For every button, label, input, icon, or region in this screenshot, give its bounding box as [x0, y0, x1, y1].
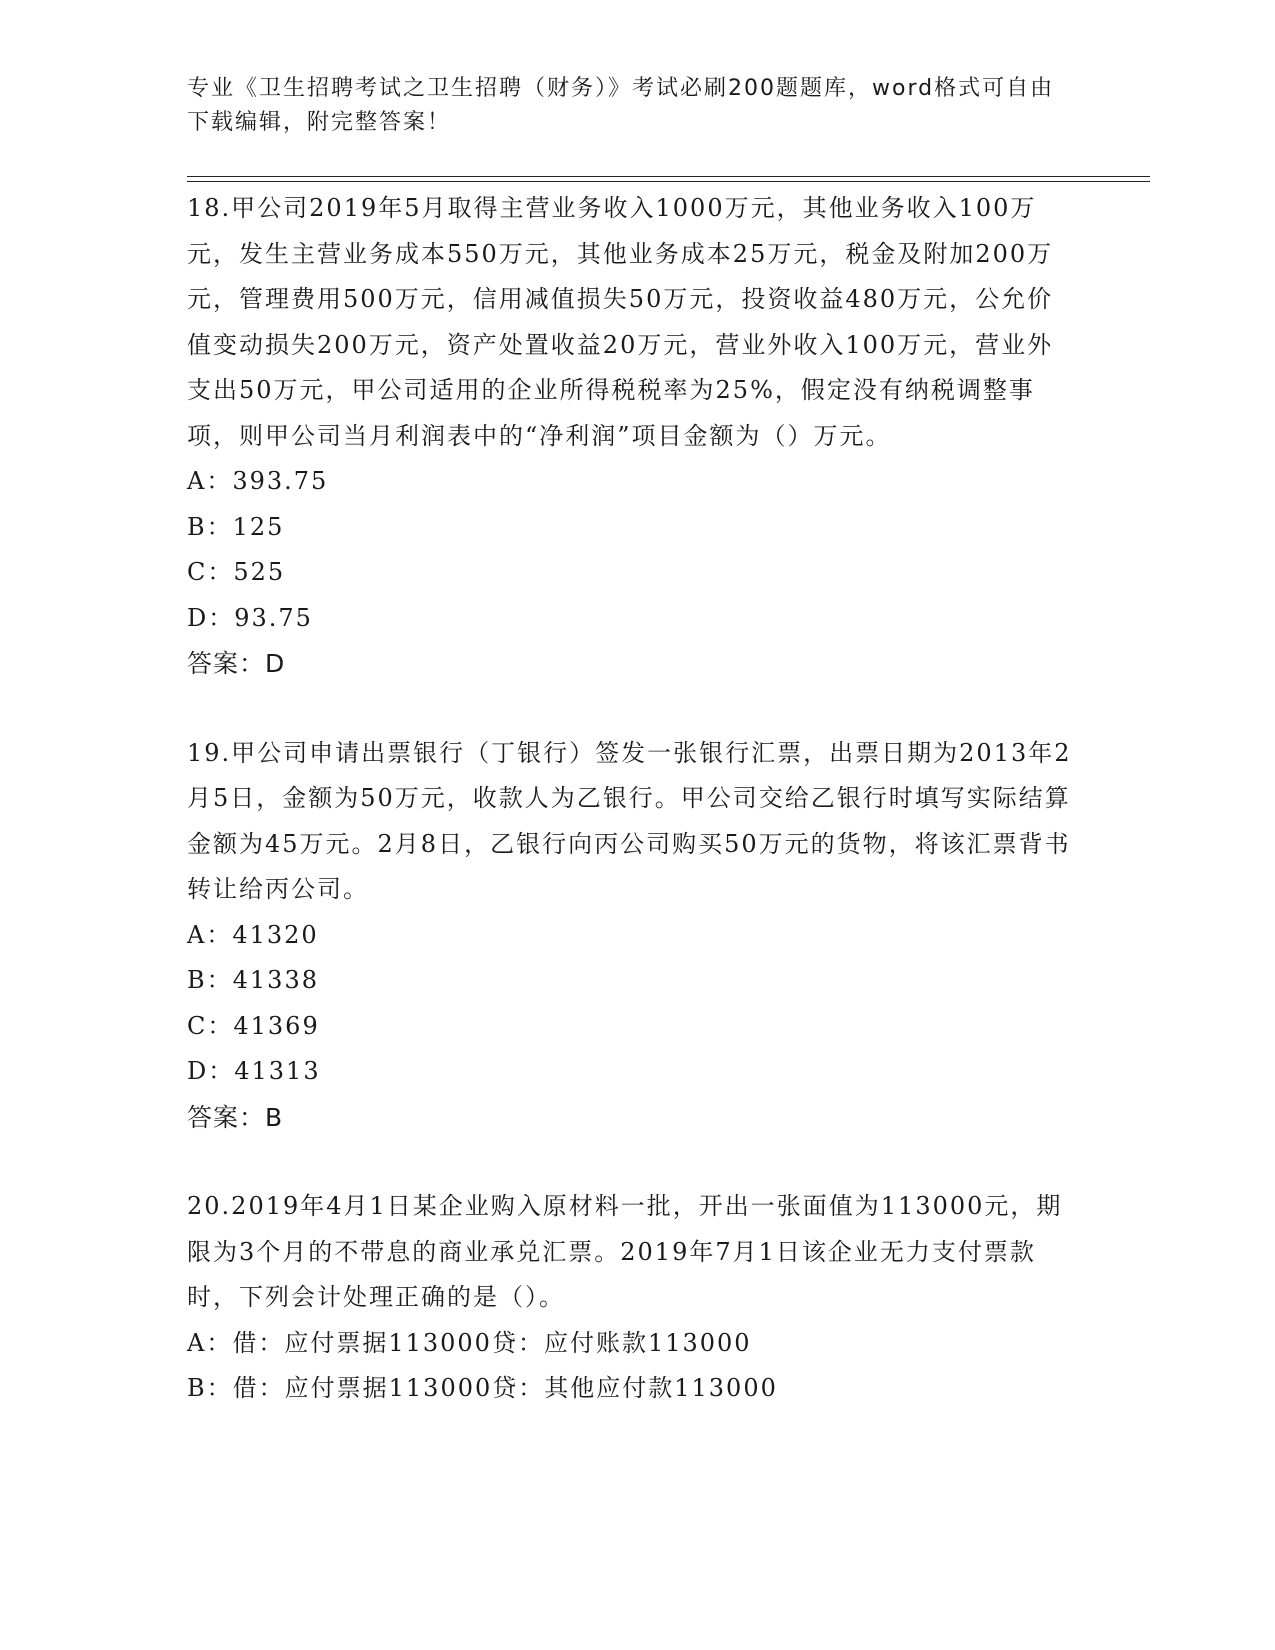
option-b: B：借：应付票据113000贷：其他应付款113000 [187, 1374, 778, 1402]
option-a: A：借：应付票据113000贷：应付账款113000 [187, 1328, 752, 1357]
option-c: C：525 [187, 558, 286, 586]
question-18 [187, 186, 1077, 687]
header-rule-bottom [187, 181, 1150, 182]
option-d: D：41313 [187, 1057, 321, 1085]
question-list [187, 186, 1077, 1456]
option-a: A：41320 [187, 920, 319, 949]
question-stem: 20.2019年4月1日某企业购入原材料一批，开出一张面值为113000元，期限为3个月的不带息的商业承兑汇票。2019年7月1日该企业无力支付票款时，下列会计处理正确的是（）。 [187, 1192, 1063, 1311]
answer-line: 答案：B [187, 1102, 284, 1132]
question-19 [187, 731, 1077, 1141]
option-d: D：93.75 [187, 603, 313, 632]
answer-line: 答案：D [187, 649, 286, 678]
option-a: A：393.75 [187, 467, 329, 495]
document-header: 专业《卫生招聘考试之卫生招聘（财务）》考试必刷200题题库，word格式可自由下载编辑，附完整答案！ [187, 76, 1055, 135]
question-stem: 19.甲公司申请出票银行（丁银行）签发一张银行汇票，出票日期为2013年2月5日，金额为50万元，收款人为乙银行。甲公司交给乙银行时填写实际结算金额为45万元。2月8日，乙银行向丙公司购买50万元的货物，将该汇票背书转让给丙公司。 [187, 738, 1072, 903]
header-rule-top [187, 176, 1150, 177]
question-stem: 18.甲公司2019年5月取得主营业务收入1000万元，其他业务收入100万元，发生主营业务成本550万元，其他业务成本25万元，税金及附加200万元，管理费用500万元，信用减值损失50万元，投资收益480万元，公允价值变动损失200万元，资产处置收益20万元，营业外收入100万元，营业外支出50万元，甲公司适用的企业所得税税率为25%，假定没有纳税调整事项，则甲公司当月利润表中的“净利润”项目金额为（）万元。 [187, 194, 1054, 450]
option-b: B：125 [187, 512, 285, 541]
option-c: C：41369 [187, 1011, 320, 1040]
question-20 [187, 1184, 1077, 1412]
option-b: B：41338 [187, 966, 319, 994]
